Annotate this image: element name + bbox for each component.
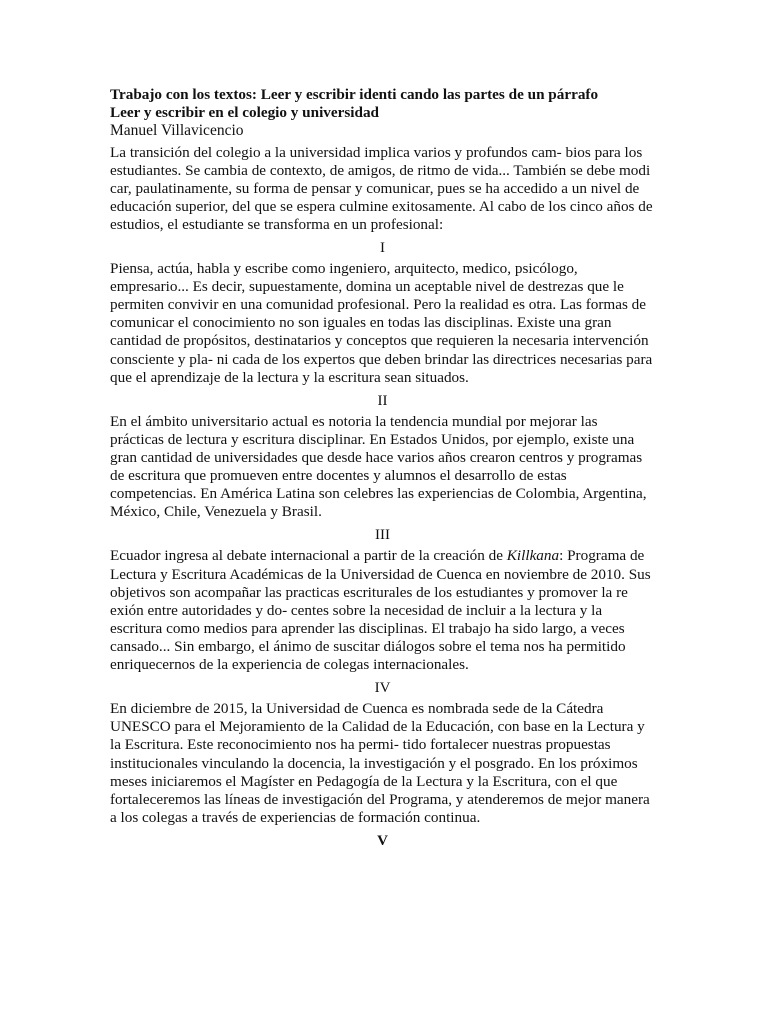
section-3-text-before: Ecuador ingresa al debate internacional a partir de la creación de: [110, 547, 507, 565]
section-paragraph-4: En diciembre de 2015, la Universidad de Cuenca es nombrada sede de la Cátedra UNESCO para el Mejoramiento de la Calidad de la Educación, con base en la Lectura y la Escritura. Este reconocimiento nos ha permi- tido fortalecer nuestras propuestas institucionales vinculando la docencia, la investigación y el posgrado. En los próximos meses iniciaremos el Magíster en Pedagogía de la Lectura y la Escritura, con el que fortaleceremos las líneas de investigación del Programa, y atenderemos de mejor manera a los colegas a través de experiencias de formación continua.: [110, 700, 650, 826]
document-page: [110, 86, 655, 853]
section-paragraph-1: Piensa, actúa, habla y escribe como ingeniero, arquitecto, medico, psicólogo, empresario... Es decir, supuestamente, domina un aceptable nivel de destrezas que le permiten convivir en una comunidad profesional. Pero la realidad es otra. Las formas de comunicar el conocimiento no son iguales en todas las disciplinas. Existe una gran cantidad de propósitos, destinatarios y conceptos que requieren la necesaria intervención consciente y pla- ni cada de los expertos que deben brindar las directrices necesarias para que el aprendizaje de la lectura y la escritura sean situados.: [110, 260, 653, 386]
section-paragraph-3: [110, 547, 655, 674]
section-number-5: V: [377, 832, 388, 849]
section-paragraph-2: En el ámbito universitario actual es notoria la tendencia mundial por mejorar las prácticas de lectura y escritura disciplinar. En Estados Unidos, por ejemplo, existe una gran cantidad de universidades que desde hace varios años crearon centros y programas de escritura que promueven entre docentes y alumnos el desarrollo de estas competencias. En América Latina son celebres las experiencias de Colombia, Argentina, México, Chile, Venezuela y Brasil.: [110, 412, 647, 521]
title-line-1: Trabajo con los textos: Leer y escribir identi cando las partes de un párrafo: [110, 86, 599, 103]
section-number-1: I: [380, 239, 385, 256]
author-name: Manuel Villavicencio: [110, 122, 244, 139]
intro-paragraph: La transición del colegio a la universidad implica varios y profundos cam- bios para los estudiantes. Se cambia de contexto, de amigos, de ritmo de vida... También se debe modi car, paulatinamente, su forma de pensar y comunicar, pues se ha accedido a un nivel de educación superior, del que se espera culmine exitosamente. Al cabo de los cinco años de estudios, el estudiante se transforma en un profesional:: [110, 143, 653, 233]
section-3-italic-term: Killkana: [506, 547, 560, 565]
section-number-3: III: [375, 527, 390, 544]
title-line-2: Leer y escribir en el colegio y universidad: [110, 104, 379, 121]
section-number-4: IV: [374, 680, 391, 697]
section-number-2: II: [377, 392, 388, 409]
section-3-text-after: : Programa de Lectura y Escritura Académicas de la Universidad de Cuenca en noviembre de 2010. Sus objetivos son acompañar las practicas escriturales de los estudiantes y promover la re exión entre autoridades y do- centes sobre la necesidad de incluir a la lectura y la escritura como medios para aprender las disciplinas. El trabajo ha sido largo, a veces cansado... Sin embargo, el ánimo de suscitar diálogos sobre el tema nos ha permitido enriquecernos de la experiencia de colegas internacionales.: [110, 547, 651, 674]
document-title: [110, 86, 655, 122]
